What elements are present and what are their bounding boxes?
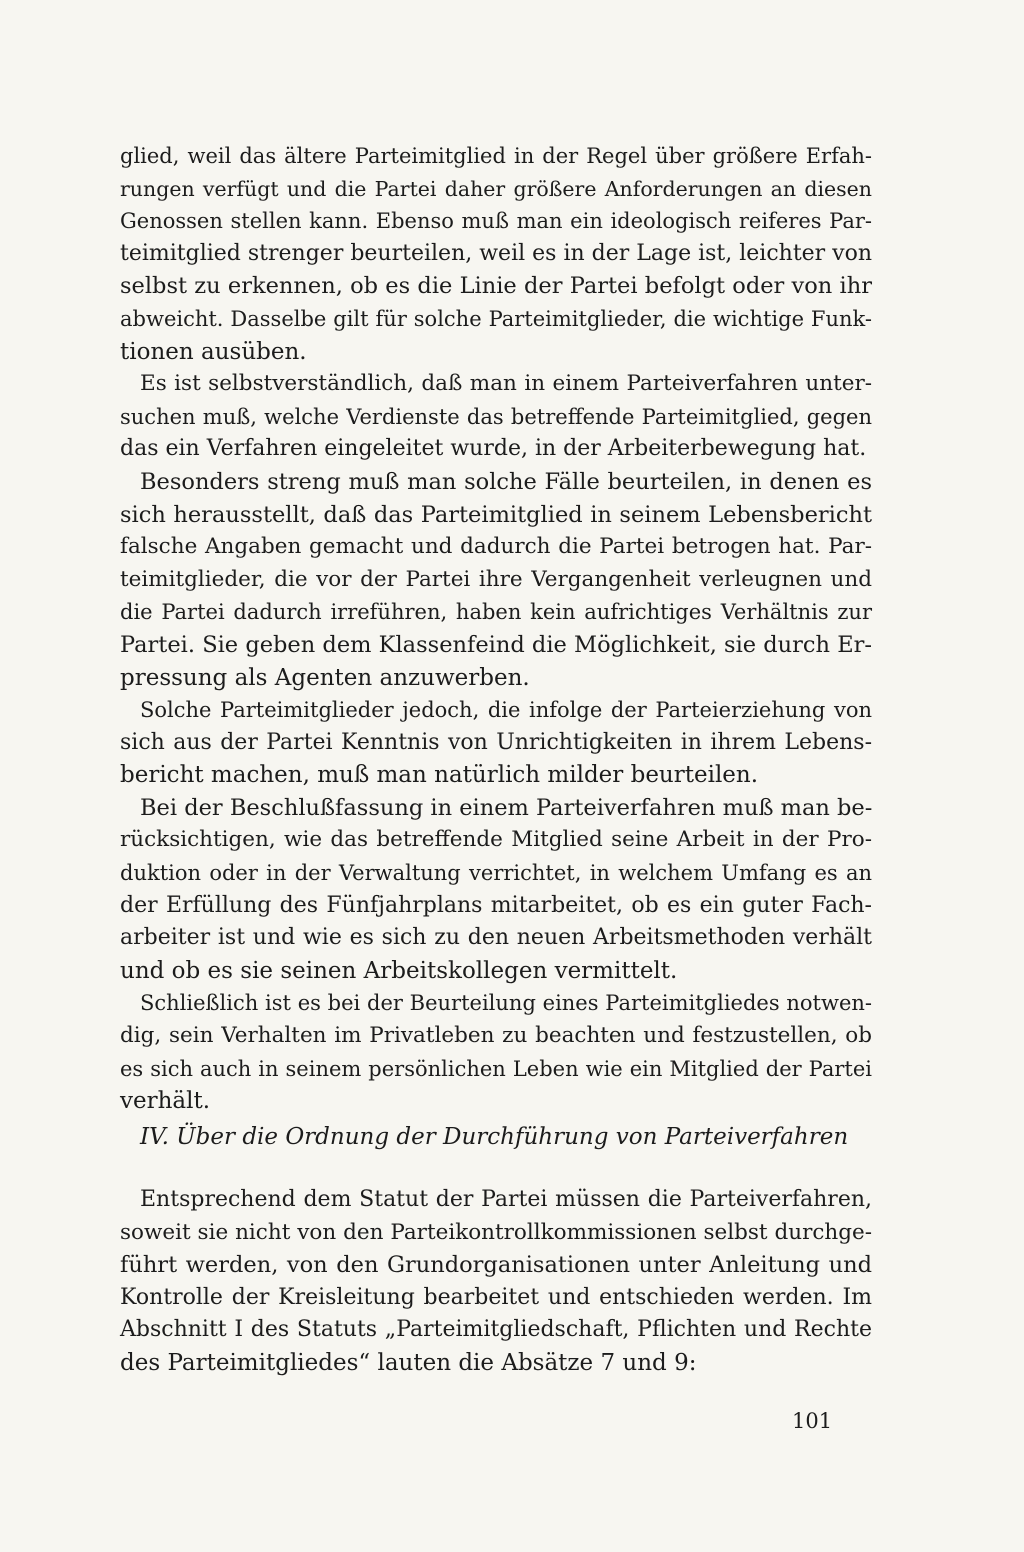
text-line: glied, weil das ältere Parteimitglied in der Regel über größere Erfah- xyxy=(120,144,872,168)
text-line: Solche Parteimitglieder jedoch, die infolge der Parteierziehung von xyxy=(140,698,872,723)
text-line: Bei der Beschlußfassung in einem Parteiverfahren muß man be- xyxy=(140,794,873,821)
text-line: es sich auch in seinem persönlichen Leben wie ein Mitglied der Partei xyxy=(120,1056,872,1081)
text-line: verhält. xyxy=(120,1088,211,1115)
text-line: teimitglieder, die vor der Partei ihre Vergangenheit verleugnen und xyxy=(120,566,872,592)
section-heading: IV. Über die Ordnung der Durchführung von Parteiverfahren xyxy=(140,1124,849,1150)
text-line: suchen muß, welche Verdienste das betreffende Parteimitglied, gegen xyxy=(120,404,872,429)
text-line: tionen ausüben. xyxy=(120,338,307,365)
body-text-section-2 xyxy=(120,1184,872,1380)
text-line: Besonders streng muß man solche Fälle beurteilen, in denen es xyxy=(140,468,872,495)
text-line: Abschnitt I des Statuts „Parteimitgliedschaft, Pflichten und Rechte xyxy=(120,1317,872,1343)
text-line: pressung als Agenten anzuwerben. xyxy=(120,664,530,691)
text-line: Es ist selbstverständlich, daß man in einem Parteiverfahren unter- xyxy=(140,371,872,397)
text-line: des Parteimitgliedes“ lauten die Absätze 7 und 9: xyxy=(120,1349,697,1376)
text-line: bericht machen, muß man natürlich milder beurteilen. xyxy=(120,762,759,789)
text-line: falsche Angaben gemacht und dadurch die Partei betrogen hat. Par- xyxy=(120,534,872,560)
text-line: und ob es sie seinen Arbeitskollegen vermittelt. xyxy=(120,957,678,984)
text-line: soweit sie nicht von den Parteikontrollkommissionen selbst durchge- xyxy=(120,1219,872,1245)
body-text-section-1 xyxy=(120,140,872,1118)
text-line: dig, sein Verhalten im Privatleben zu beachten und festzustellen, ob xyxy=(120,1023,872,1049)
text-line: Partei. Sie geben dem Klassenfeind die Möglichkeit, sie durch Er- xyxy=(120,631,872,658)
text-line: duktion oder in der Verwaltung verrichtet, in welchem Umfang es an xyxy=(120,861,872,886)
text-line: rungen verfügt und die Partei daher größere Anforderungen an diesen xyxy=(120,176,872,201)
text-line: die Partei dadurch irreführen, haben kein aufrichtiges Verhältnis zur xyxy=(120,600,872,625)
text-line: abweicht. Dasselbe gilt für solche Parteimitglieder, die wichtige Funk- xyxy=(120,306,872,331)
page-number: 101 xyxy=(792,1409,833,1433)
text-line: Kontrolle der Kreisleitung bearbeitet und entschieden werden. Im xyxy=(120,1284,872,1310)
text-line: das ein Verfahren eingeleitet wurde, in der Arbeiterbewegung hat. xyxy=(120,436,867,462)
text-line: selbst zu erkennen, ob es die Linie der Partei befolgt oder von ihr xyxy=(120,273,872,300)
text-line: arbeiter ist und wie es sich zu den neuen Arbeitsmethoden verhält xyxy=(120,925,872,951)
text-line: Entsprechend dem Statut der Partei müssen die Parteiverfahren, xyxy=(140,1187,872,1212)
text-line: Genossen stellen kann. Ebenso muß man ein ideologisch reiferes Par- xyxy=(120,209,872,234)
text-line: führt werden, von den Grundorganisationen unter Anleitung und xyxy=(120,1252,872,1279)
text-line: sich aus der Partei Kenntnis von Unrichtigkeiten in ihrem Lebens- xyxy=(120,729,872,755)
text-line: rücksichtigen, wie das betreffende Mitglied seine Arbeit in der Pro- xyxy=(120,827,872,853)
text-line: der Erfüllung des Fünfjahrplans mitarbeitet, ob es ein guter Fach- xyxy=(120,892,872,918)
text-line: Schließlich ist es bei der Beurteilung eines Parteimitgliedes notwen- xyxy=(140,991,872,1016)
text-line: teimitglied strenger beurteilen, weil es in der Lage ist, leichter von xyxy=(120,240,873,266)
text-line: sich herausstellt, daß das Parteimitglied in seinem Lebensbericht xyxy=(120,501,872,528)
